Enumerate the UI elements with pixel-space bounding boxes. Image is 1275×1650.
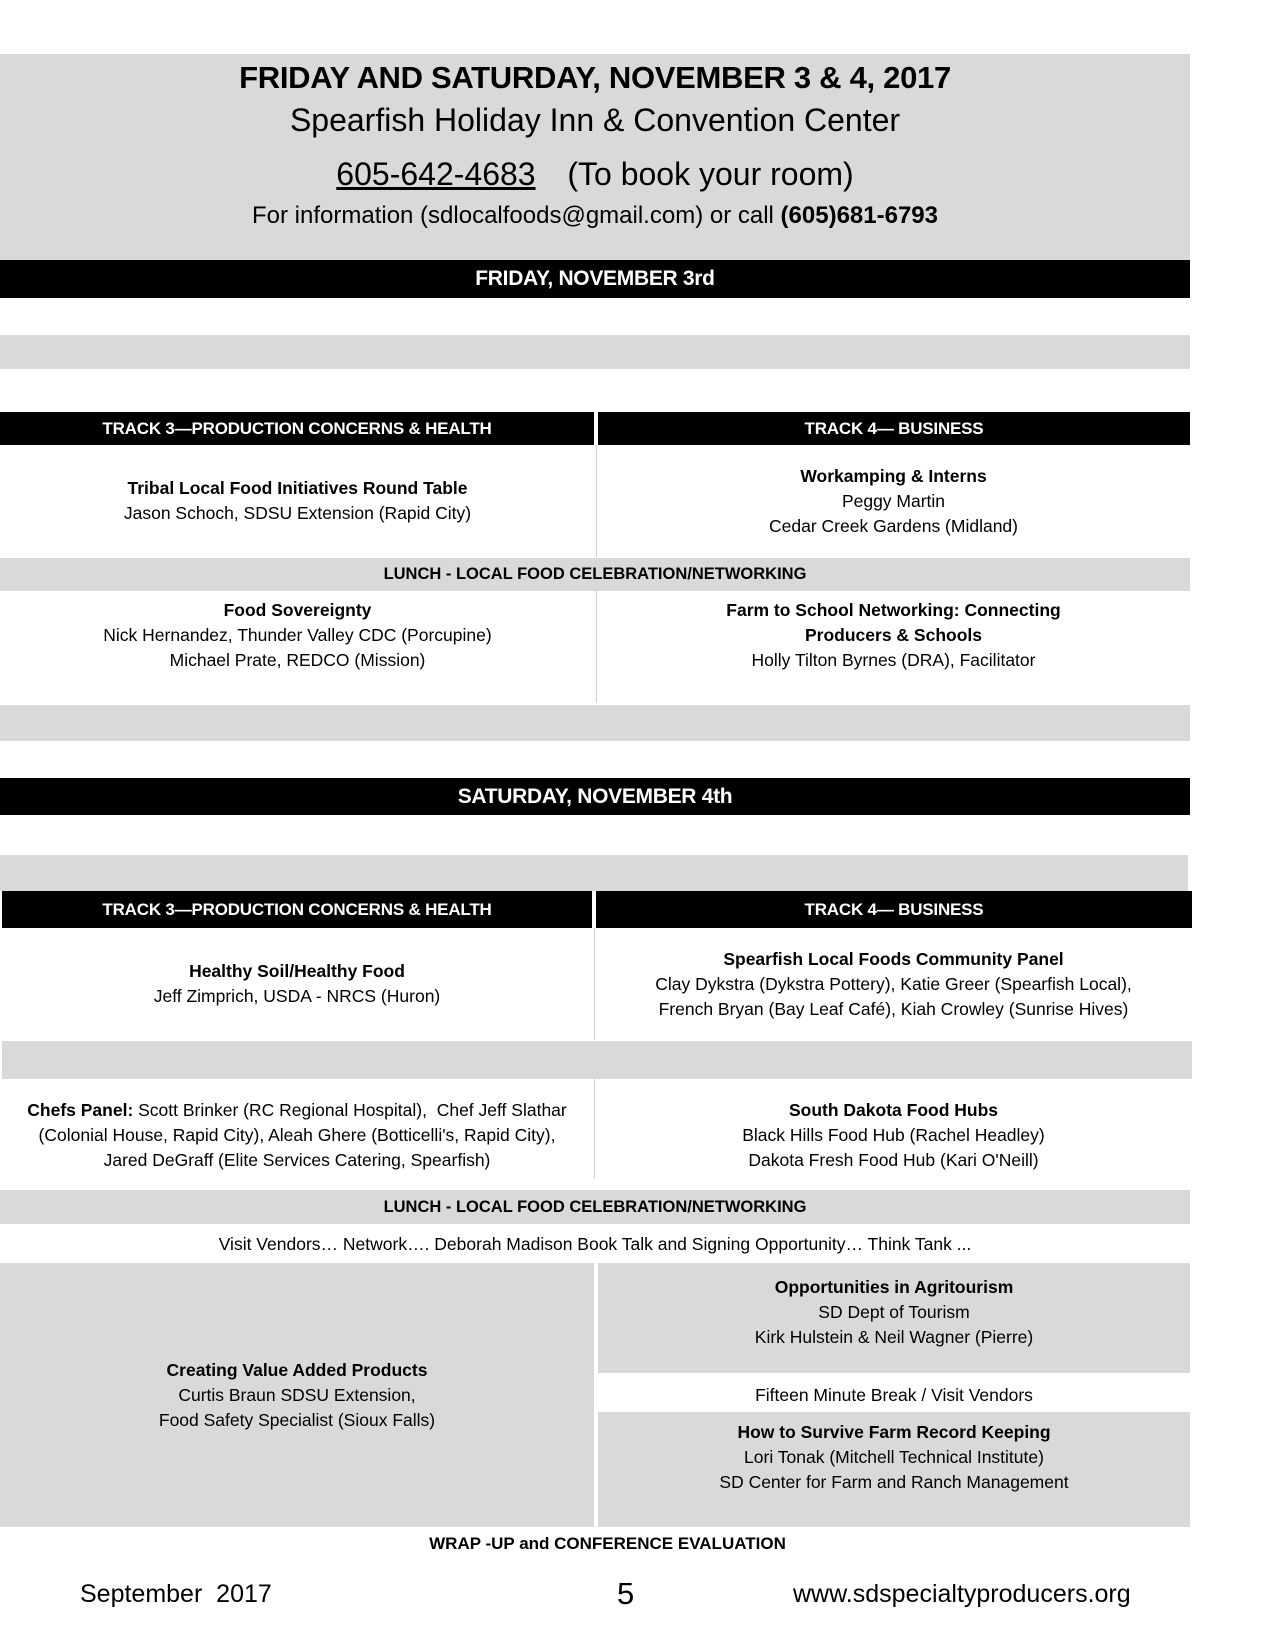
saturday-track4-header: TRACK 4— BUSINESS [596, 891, 1192, 928]
session-title: Opportunities in Agritourism [774, 1277, 1014, 1297]
session-title-line: Producers & Schools [805, 625, 982, 645]
session-presenter: Clay Dykstra (Dykstra Pottery), Katie Greer (Spearfish Local), [655, 973, 1132, 994]
saturday-day-header: SATURDAY, NOVEMBER 4th [0, 778, 1190, 815]
session-organization: SD Center for Farm and Ranch Management [719, 1472, 1069, 1492]
session-organization: Food Safety Specialist (Sioux Falls) [158, 1409, 436, 1430]
session-title: South Dakota Food Hubs [788, 1100, 999, 1120]
saturday-track3-header: TRACK 3—PRODUCTION CONCERNS & HEALTH [2, 891, 592, 928]
saturday-lunch-bar: LUNCH - LOCAL FOOD CELEBRATION/NETWORKING [0, 1190, 1190, 1224]
friday-session2-left [0, 598, 595, 673]
chefs-panel-line [0, 1098, 594, 1123]
session-presenter: Jason Schoch, SDSU Extension (Rapid City) [123, 503, 472, 523]
friday-session2-right [597, 598, 1190, 673]
footer-date: September 2017 [80, 1580, 272, 1608]
friday-session1-left [0, 445, 595, 557]
friday-lunch-bar: LUNCH - LOCAL FOOD CELEBRATION/NETWORKING [0, 558, 1190, 591]
session-presenter: French Bryan (Bay Leaf Café), Kiah Crowley (Sunrise Hives) [658, 998, 1129, 1019]
session-title: Creating Value Added Products [166, 1359, 428, 1380]
session-presenter: Holly Tilton Byrnes (DRA), Facilitator [751, 650, 1036, 670]
session-organization: Cedar Creek Gardens (Midland) [769, 515, 1018, 536]
session-organization: SD Dept of Tourism [818, 1302, 970, 1322]
event-venue: Spearfish Holiday Inn & Convention Center [289, 102, 901, 138]
saturday-spacer-band [0, 855, 1188, 891]
session-presenter: Peggy Martin [841, 490, 946, 511]
friday-track4-header: TRACK 4— BUSINESS [598, 412, 1190, 445]
session-title: Food Sovereignty [223, 600, 372, 620]
session-presenter: Jeff Zimprich, USDA - NRCS (Huron) [153, 986, 441, 1006]
friday-track3-header: TRACK 3—PRODUCTION CONCERNS & HEALTH [0, 412, 594, 445]
event-title: FRIDAY AND SATURDAY, NOVEMBER 3 & 4, 2017 [239, 60, 951, 95]
friday-day-header: FRIDAY, NOVEMBER 3rd [0, 260, 1190, 298]
friday-session1-right [597, 445, 1190, 557]
session-title: Workamping & Interns [800, 465, 987, 486]
saturday-break-note: Fifteen Minute Break / Visit Vendors [755, 1385, 1033, 1405]
saturday-lunch-note: Visit Vendors… Network…. Deborah Madison Book Talk and Signing Opportunity… Think Tank ... [218, 1234, 972, 1254]
session-presenter: Lori Tonak (Mitchell Technical Institute) [744, 1447, 1044, 1467]
footer-website-link[interactable]: www.sdspecialtyproducers.org [793, 1580, 1131, 1608]
saturday-session3-right-top [598, 1263, 1190, 1373]
footer-page-number: 5 [617, 1576, 635, 1611]
session-title: Spearfish Local Foods Community Panel [723, 948, 1064, 969]
session-presenter: Nick Hernandez, Thunder Valley CDC (Porcupine) [103, 625, 492, 645]
session-presenter: Michael Prate, REDCO (Mission) [169, 650, 426, 670]
session-presenter: Jared DeGraff (Elite Services Catering, Spearfish) [103, 1150, 491, 1170]
session-title: Tribal Local Food Initiatives Round Table [127, 478, 468, 498]
info-line [0, 202, 1190, 230]
saturday-session3-right-bottom [598, 1412, 1190, 1527]
saturday-session3-left [0, 1263, 594, 1527]
booking-phone-note: (To book your room) [567, 156, 854, 192]
session-presenter: Dakota Fresh Food Hub (Kari O'Neill) [748, 1150, 1039, 1170]
saturday-session2-right [595, 1098, 1192, 1173]
friday-spacer-band [0, 335, 1190, 369]
session-title: Chefs Panel: [27, 1100, 134, 1120]
saturday-spacer-band-2 [2, 1041, 1192, 1079]
saturday-session1-right [595, 928, 1192, 1040]
session-title: Healthy Soil/Healthy Food [189, 961, 405, 981]
session-presenter: (Colonial House, Rapid City), Aleah Ghere (Botticelli's, Rapid City), [38, 1125, 556, 1145]
friday-end-band [0, 705, 1190, 741]
saturday-session2-left [0, 1098, 594, 1173]
session-presenter: Black Hills Food Hub (Rachel Headley) [742, 1125, 1045, 1145]
saturday-session1-left [0, 928, 594, 1040]
info-text: For information (sdlocalfoods@gmail.com) or call [252, 202, 774, 229]
info-phone: (605)681-6793 [780, 202, 938, 229]
event-header [0, 54, 1190, 260]
session-presenter: Curtis Braun SDSU Extension, [178, 1384, 416, 1405]
phone-line [0, 156, 1190, 193]
wrapup-note: WRAP -UP and CONFERENCE EVALUATION [429, 1534, 786, 1553]
session-title-line: Farm to School Networking: Connecting [726, 600, 1061, 620]
session-title: How to Survive Farm Record Keeping [737, 1422, 1051, 1442]
booking-phone-link[interactable]: 605-642-4683 [336, 156, 536, 192]
session-presenter: Scott Brinker (RC Regional Hospital), Chef Jeff Slathar [133, 1100, 567, 1120]
session-presenter: Kirk Hulstein & Neil Wagner (Pierre) [754, 1327, 1034, 1347]
